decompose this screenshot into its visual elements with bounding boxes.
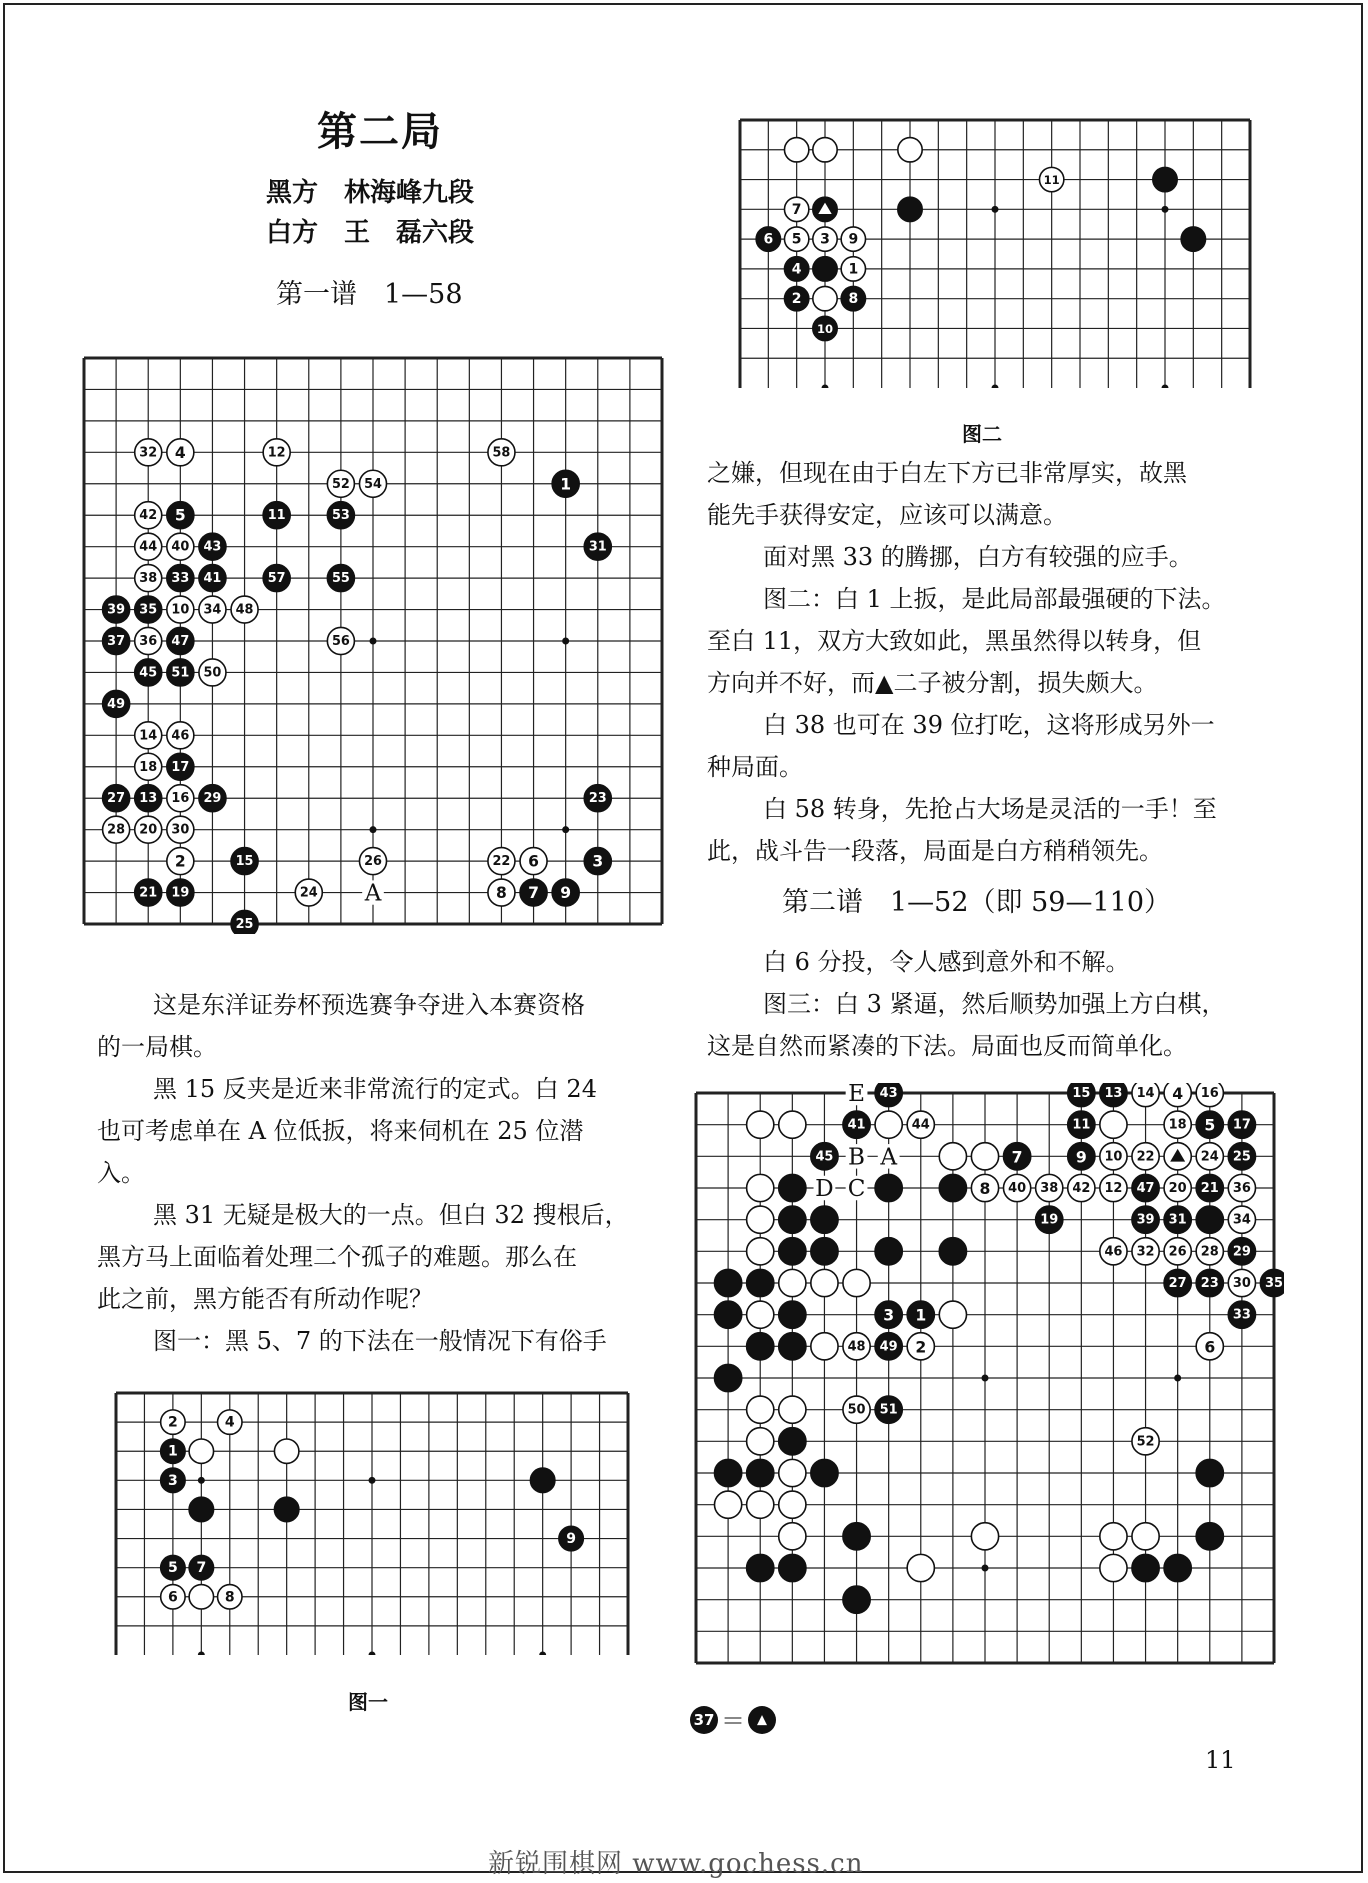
move-number: 17 bbox=[171, 759, 190, 775]
star-point bbox=[369, 1652, 376, 1656]
paragraph: 图三：白 3 紧逼，然后顺势加强上方白棋， bbox=[763, 990, 1226, 1018]
white-stone bbox=[747, 1428, 774, 1455]
star-point bbox=[539, 1652, 546, 1656]
star-point bbox=[370, 638, 377, 645]
paragraph: 黑方马上面临着处理二个孤子的难题。那么在 bbox=[97, 1243, 577, 1271]
white-stone bbox=[747, 1301, 774, 1328]
white-stone bbox=[747, 1206, 774, 1233]
move-number: 9 bbox=[566, 1531, 577, 1548]
star-point bbox=[982, 1375, 989, 1382]
paragraph: 这是自然而紧凑的下法。局面也反而简单化。 bbox=[707, 1032, 1187, 1060]
black-stone bbox=[779, 1333, 806, 1360]
black-stone bbox=[939, 1174, 966, 1201]
black-stone bbox=[1132, 1554, 1159, 1581]
white-stone bbox=[747, 1491, 774, 1518]
move-number: 19 bbox=[171, 885, 190, 901]
white-stone bbox=[907, 1554, 934, 1581]
star-point bbox=[1162, 385, 1169, 389]
figure-2-board bbox=[730, 110, 1260, 388]
move-number: 23 bbox=[588, 791, 607, 807]
move-number: 33 bbox=[1232, 1307, 1251, 1323]
move-number: 7 bbox=[528, 884, 539, 903]
move-number: 26 bbox=[1168, 1244, 1187, 1260]
move-number: 44 bbox=[139, 539, 158, 555]
move-number: 41 bbox=[847, 1117, 866, 1133]
star-point bbox=[992, 206, 999, 213]
black-stone bbox=[1196, 1206, 1223, 1233]
move-number: 13 bbox=[1104, 1086, 1123, 1101]
move-number: 10 bbox=[816, 321, 834, 336]
move-number: 2 bbox=[167, 1414, 178, 1431]
move-number: 40 bbox=[1008, 1181, 1027, 1196]
black-stone bbox=[1164, 1554, 1191, 1581]
black-stone bbox=[1196, 1459, 1223, 1486]
move-number: 22 bbox=[1136, 1149, 1155, 1165]
move-number: 7 bbox=[1011, 1147, 1023, 1167]
star-point bbox=[982, 1565, 989, 1572]
move-number: 2 bbox=[915, 1337, 927, 1357]
white-stone bbox=[875, 1111, 902, 1138]
move-number: 29 bbox=[1232, 1244, 1251, 1260]
move-number: 5 bbox=[167, 1560, 178, 1577]
white-stone bbox=[747, 1111, 774, 1138]
move-number: 44 bbox=[911, 1117, 930, 1133]
board-label: C bbox=[847, 1176, 866, 1202]
black-stone bbox=[530, 1468, 554, 1492]
white-stone bbox=[971, 1523, 998, 1550]
move-number: 24 bbox=[1200, 1149, 1219, 1165]
move-number: 25 bbox=[1232, 1149, 1251, 1165]
move-number: 9 bbox=[1075, 1147, 1087, 1167]
white-stone bbox=[274, 1439, 298, 1463]
white-stone bbox=[939, 1143, 966, 1170]
move-number: 21 bbox=[139, 885, 158, 901]
move-number: 32 bbox=[1136, 1244, 1155, 1260]
move-number: 5 bbox=[1204, 1115, 1216, 1135]
move-number: 41 bbox=[203, 571, 222, 587]
move-number: 34 bbox=[1232, 1212, 1251, 1228]
star-point bbox=[198, 1652, 205, 1656]
paragraph: 也可考虑单在 A 位低扳，将来伺机在 25 位潜 bbox=[97, 1117, 584, 1145]
stone-legend bbox=[688, 1702, 778, 1738]
figure-3-board bbox=[686, 1083, 1284, 1673]
star-point bbox=[992, 385, 999, 389]
move-number: 35 bbox=[139, 602, 158, 618]
move-number: 8 bbox=[848, 291, 859, 308]
grid-lines bbox=[116, 1393, 628, 1655]
move-number: 20 bbox=[1168, 1181, 1187, 1196]
move-number: 13 bbox=[139, 791, 158, 807]
black-stone bbox=[843, 1523, 870, 1550]
move-number: 12 bbox=[267, 445, 286, 461]
move-number: 45 bbox=[139, 665, 158, 681]
move-number: 10 bbox=[171, 602, 190, 618]
black-stone bbox=[779, 1206, 806, 1233]
white-stone bbox=[779, 1491, 806, 1518]
black-stone bbox=[747, 1459, 774, 1486]
paragraph: 黑 15 反夹是近来非常流行的定式。白 24 bbox=[153, 1075, 597, 1103]
white-stone bbox=[811, 1333, 838, 1360]
move-number: 28 bbox=[1200, 1244, 1219, 1260]
white-stone bbox=[813, 138, 837, 162]
figure-1-caption: 图一 bbox=[348, 1690, 388, 1714]
move-number: 4 bbox=[224, 1414, 235, 1431]
white-stone bbox=[747, 1396, 774, 1423]
black-player: 黑方 林海峰九段 bbox=[266, 178, 475, 208]
paragraph: 黑 31 无疑是极大的一点。但白 32 搜根后， bbox=[153, 1201, 629, 1229]
black-stone bbox=[1196, 1523, 1223, 1550]
move-number: 31 bbox=[1168, 1212, 1187, 1228]
star-point bbox=[562, 638, 569, 645]
move-number: 43 bbox=[879, 1086, 898, 1101]
black-stone bbox=[1181, 227, 1205, 251]
move-number: 45 bbox=[815, 1149, 834, 1165]
move-number: 52 bbox=[1136, 1434, 1155, 1450]
move-number: 49 bbox=[879, 1339, 898, 1355]
move-number: 51 bbox=[879, 1402, 898, 1418]
move-number: 16 bbox=[1200, 1086, 1219, 1101]
star-point bbox=[822, 385, 829, 389]
move-number: 48 bbox=[847, 1339, 866, 1355]
move-number: 36 bbox=[1232, 1181, 1251, 1196]
move-number: 2 bbox=[791, 291, 802, 308]
move-number: 18 bbox=[139, 759, 158, 775]
black-stone bbox=[714, 1301, 741, 1328]
paragraph: 能先手获得安定，应该可以满意。 bbox=[707, 501, 1067, 529]
move-number: 3 bbox=[883, 1305, 895, 1325]
move-number: 47 bbox=[171, 634, 190, 649]
move-number: 8 bbox=[979, 1179, 991, 1198]
move-number: 53 bbox=[331, 508, 350, 524]
move-number: 17 bbox=[1232, 1117, 1251, 1133]
black-stone bbox=[779, 1554, 806, 1581]
move-number: 6 bbox=[763, 231, 774, 248]
move-number: 3 bbox=[167, 1472, 178, 1489]
black-stone bbox=[274, 1497, 298, 1521]
white-stone bbox=[779, 1269, 806, 1296]
black-stone bbox=[714, 1364, 741, 1391]
paragraph: 图二：白 1 上扳，是此局部最强硬的下法。 bbox=[763, 585, 1226, 613]
move-number: 38 bbox=[139, 571, 158, 587]
star-point bbox=[1162, 206, 1169, 213]
white-stone bbox=[779, 1396, 806, 1423]
paragraph: 的一局棋。 bbox=[97, 1033, 217, 1061]
move-number: 26 bbox=[364, 854, 382, 870]
legend-stone-number: 37 bbox=[693, 1711, 715, 1729]
paragraph: 之嫌，但现在由于白左下方已非常厚实，故黑 bbox=[707, 459, 1187, 487]
paragraph: 入。 bbox=[97, 1159, 145, 1187]
black-stone bbox=[714, 1459, 741, 1486]
move-number: 9 bbox=[560, 884, 572, 903]
white-stone bbox=[898, 138, 922, 162]
white-stone bbox=[779, 1459, 806, 1486]
move-number: 4 bbox=[174, 443, 186, 462]
move-number: 22 bbox=[492, 854, 511, 870]
paragraph: 这是东洋证券杯预选赛争夺进入本赛资格 bbox=[153, 991, 585, 1019]
main-game-board bbox=[74, 348, 672, 934]
paragraph: 种局面。 bbox=[707, 753, 803, 781]
move-number: 7 bbox=[791, 201, 802, 218]
black-stone bbox=[843, 1586, 870, 1613]
move-number: 52 bbox=[331, 476, 350, 492]
white-stone bbox=[784, 138, 808, 162]
move-number: 14 bbox=[139, 728, 158, 744]
move-number: 49 bbox=[107, 696, 126, 712]
move-number: 57 bbox=[267, 571, 286, 587]
move-number: 5 bbox=[174, 506, 186, 525]
move-number: 11 bbox=[1072, 1117, 1091, 1133]
paragraph: 图一：黑 5、7 的下法在一般情况下有俗手 bbox=[153, 1327, 607, 1355]
move-number: 3 bbox=[820, 231, 830, 248]
figure-1-board bbox=[106, 1383, 638, 1655]
move-number: 18 bbox=[1168, 1117, 1187, 1133]
black-stone bbox=[939, 1238, 966, 1265]
grid-lines bbox=[740, 120, 1250, 388]
board-label: A bbox=[364, 880, 382, 907]
board-label: D bbox=[815, 1176, 834, 1202]
move-number: 11 bbox=[1043, 173, 1060, 188]
black-stone bbox=[779, 1301, 806, 1328]
move-number: 4 bbox=[791, 261, 802, 278]
section-heading-2: 第二谱 1—52（即 59—110） bbox=[782, 887, 1172, 918]
move-number: 28 bbox=[107, 822, 126, 838]
move-number: 50 bbox=[203, 665, 222, 681]
move-number: 37 bbox=[107, 634, 126, 649]
move-number: 39 bbox=[1136, 1212, 1155, 1228]
black-stone bbox=[1153, 167, 1177, 191]
move-number: 58 bbox=[492, 445, 511, 461]
section-heading-1: 第一谱 1—58 bbox=[276, 279, 463, 310]
move-number: 1 bbox=[560, 475, 572, 494]
star-point bbox=[562, 826, 569, 833]
white-stone bbox=[811, 1269, 838, 1296]
move-number: 32 bbox=[139, 445, 158, 461]
move-number: 23 bbox=[1200, 1276, 1219, 1291]
white-stone bbox=[1100, 1523, 1127, 1550]
white-stone bbox=[971, 1143, 998, 1170]
move-number: 20 bbox=[139, 822, 158, 838]
move-number: 11 bbox=[267, 508, 286, 524]
black-stone bbox=[779, 1174, 806, 1201]
move-number: 47 bbox=[1136, 1181, 1155, 1196]
black-stone bbox=[714, 1269, 741, 1296]
move-number: 6 bbox=[1204, 1337, 1216, 1357]
star-point bbox=[198, 1477, 205, 1484]
footer-watermark: 新锐围棋网 www.gochess.cn bbox=[488, 1849, 864, 1879]
black-stone bbox=[189, 1497, 213, 1521]
white-stone bbox=[779, 1523, 806, 1550]
move-number: 48 bbox=[235, 602, 254, 618]
black-stone bbox=[875, 1238, 902, 1265]
move-number: 14 bbox=[1136, 1086, 1155, 1101]
legend-triangle-mark: ▲ bbox=[757, 1712, 767, 1728]
figure-2-caption: 图二 bbox=[962, 422, 1002, 446]
move-number: 43 bbox=[203, 539, 222, 555]
move-number: 21 bbox=[1200, 1181, 1219, 1196]
white-stone bbox=[189, 1585, 213, 1609]
black-stone bbox=[811, 1238, 838, 1265]
right-column-text-2 bbox=[707, 941, 1272, 1067]
white-player: 白方 王 磊六段 bbox=[266, 218, 475, 248]
move-number: 35 bbox=[1265, 1276, 1283, 1291]
star-point bbox=[1174, 1375, 1181, 1382]
move-number: 10 bbox=[1104, 1149, 1123, 1165]
paragraph: 白 38 也可在 39 位打吃，这将形成另外一 bbox=[763, 711, 1215, 739]
black-stone bbox=[747, 1269, 774, 1296]
white-stone bbox=[779, 1111, 806, 1138]
move-number: 15 bbox=[1072, 1086, 1091, 1101]
white-stone bbox=[843, 1269, 870, 1296]
white-stone bbox=[1132, 1523, 1159, 1550]
black-stone bbox=[875, 1174, 902, 1201]
move-number: 46 bbox=[171, 728, 190, 744]
move-number: 6 bbox=[167, 1589, 178, 1606]
black-stone bbox=[747, 1333, 774, 1360]
move-number: 34 bbox=[203, 602, 222, 618]
black-stone bbox=[779, 1238, 806, 1265]
move-number: 36 bbox=[139, 634, 158, 649]
move-number: 54 bbox=[364, 476, 382, 492]
black-stone bbox=[747, 1554, 774, 1581]
move-number: 50 bbox=[847, 1402, 866, 1418]
move-number: 1 bbox=[167, 1443, 178, 1460]
move-number: 8 bbox=[224, 1589, 235, 1606]
move-number: 15 bbox=[235, 854, 254, 870]
move-number: 39 bbox=[107, 602, 126, 618]
move-number: 27 bbox=[107, 791, 126, 807]
paragraph: 此，战斗告一段落，局面是白方稍稍领先。 bbox=[707, 837, 1163, 865]
white-stone bbox=[1100, 1111, 1127, 1138]
move-number: 5 bbox=[791, 231, 802, 248]
move-number: 19 bbox=[1040, 1212, 1059, 1228]
move-number: 30 bbox=[171, 822, 190, 838]
paragraph: 此之前，黑方能否有所动作呢？ bbox=[97, 1285, 433, 1313]
black-stone bbox=[898, 197, 922, 221]
move-number: 24 bbox=[299, 885, 318, 901]
move-number: 38 bbox=[1040, 1181, 1059, 1196]
paragraph: 白 58 转身，先抢占大场是灵活的一手！至 bbox=[763, 795, 1217, 823]
white-stone bbox=[813, 286, 837, 310]
move-number: 31 bbox=[588, 539, 607, 555]
move-number: 51 bbox=[171, 665, 190, 681]
black-stone bbox=[813, 257, 837, 281]
move-number: 7 bbox=[196, 1560, 207, 1577]
move-number: 25 bbox=[235, 917, 254, 932]
move-number: 4 bbox=[1172, 1084, 1184, 1103]
paragraph: 白 6 分投，令人感到意外和不解。 bbox=[763, 948, 1130, 976]
white-stone bbox=[189, 1439, 213, 1463]
board-label: E bbox=[848, 1083, 866, 1107]
legend-equals: ＝ bbox=[721, 1707, 745, 1735]
move-number: 27 bbox=[1168, 1276, 1187, 1291]
move-number: 16 bbox=[171, 791, 190, 807]
move-number: 30 bbox=[1232, 1276, 1251, 1291]
page-number: 11 bbox=[1205, 1746, 1236, 1774]
right-column-text bbox=[707, 452, 1272, 872]
paragraph: 方向并不好，而▲二子被分割，损失颇大。 bbox=[707, 669, 1158, 697]
move-number: 2 bbox=[174, 852, 186, 871]
move-number: 55 bbox=[331, 571, 350, 587]
move-number: 8 bbox=[496, 884, 507, 903]
board-label: A bbox=[880, 1144, 898, 1171]
paragraph: 面对黑 33 的腾挪，白方有较强的应手。 bbox=[763, 543, 1193, 571]
move-number: 56 bbox=[331, 634, 350, 649]
white-stone bbox=[939, 1301, 966, 1328]
move-number: 12 bbox=[1104, 1181, 1123, 1196]
move-number: 29 bbox=[203, 791, 222, 807]
move-number: 3 bbox=[592, 852, 604, 871]
move-number: 6 bbox=[528, 852, 539, 871]
move-number: 33 bbox=[171, 571, 190, 587]
move-number: 40 bbox=[171, 539, 190, 555]
move-number: 42 bbox=[1072, 1181, 1091, 1196]
left-column-text bbox=[97, 984, 657, 1362]
star-point bbox=[369, 1477, 376, 1484]
black-stone bbox=[811, 1459, 838, 1486]
white-stone bbox=[1100, 1554, 1127, 1581]
move-number: 42 bbox=[139, 508, 158, 524]
move-number: 1 bbox=[848, 261, 859, 278]
white-stone bbox=[747, 1238, 774, 1265]
paragraph: 至白 11，双方大致如此，黑虽然得以转身，但 bbox=[707, 627, 1202, 655]
move-number: 1 bbox=[915, 1305, 927, 1325]
move-number: 46 bbox=[1104, 1244, 1123, 1260]
white-stone bbox=[747, 1174, 774, 1201]
board-label: B bbox=[848, 1144, 866, 1171]
black-stone bbox=[779, 1428, 806, 1455]
black-stone bbox=[811, 1206, 838, 1233]
page-title: 第二局 bbox=[317, 109, 443, 155]
white-stone bbox=[714, 1491, 741, 1518]
star-point bbox=[370, 826, 377, 833]
move-number: 9 bbox=[848, 231, 859, 248]
